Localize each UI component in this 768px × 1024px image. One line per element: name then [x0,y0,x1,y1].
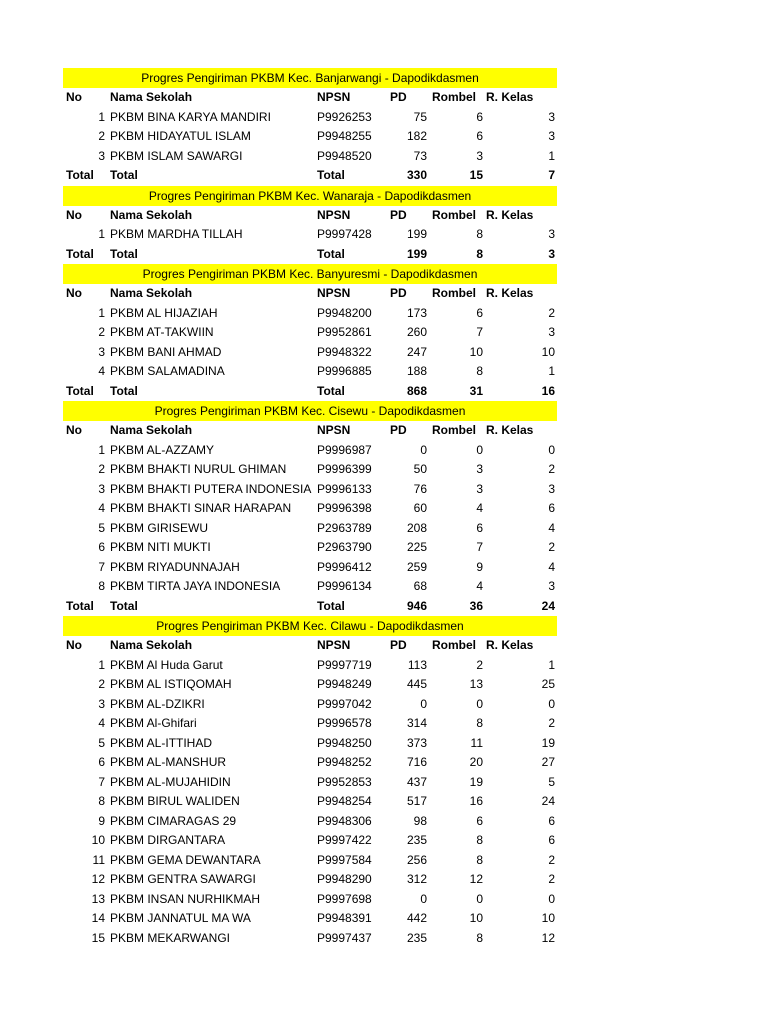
cell-no: 2 [98,325,105,339]
table-row [63,870,557,890]
cell-school-name: PKBM AL-ITTIHAD [110,735,213,750]
district-section [63,616,557,948]
cell-no: 3 [98,481,105,496]
cell-school-name: Total [110,168,138,182]
table-row [63,890,557,910]
cell-npsn: P9996412 [317,559,372,574]
table-row [63,480,557,500]
cell-school-name: Nama Sekolah [110,207,193,222]
cell-r-kelas: 6 [548,813,555,828]
table-row [63,441,557,461]
total-row [63,597,557,617]
cell-r-kelas: R. Kelas [486,207,534,222]
cell-no: 3 [98,148,105,163]
cell-r-kelas: 24 [541,598,555,613]
cell-r-kelas: 4 [548,520,555,535]
cell-school-name: PKBM NITI MUKTI [110,540,211,554]
cell-npsn: Total [317,168,345,182]
table-row [63,304,557,324]
cell-rombel: Rombel [432,638,477,652]
cell-pd: 314 [406,716,427,730]
table-row [63,929,557,949]
header-row [63,421,557,441]
cell-r-kelas: 19 [541,735,555,750]
cell-npsn: P9996885 [317,364,372,378]
cell-rombel: 8 [476,833,483,847]
cell-school-name: PKBM AL-DZIKRI [110,696,205,711]
cell-r-kelas: 2 [548,462,555,476]
cell-npsn: P9926253 [317,109,372,124]
cell-no: 5 [98,735,105,750]
cell-npsn: P9952853 [317,774,372,789]
cell-npsn: NPSN [317,286,351,300]
cell-r-kelas: 5 [548,774,555,789]
cell-no: 5 [98,520,105,535]
cell-r-kelas: 27 [541,755,555,769]
cell-no: No [66,207,82,222]
cell-pd: 199 [406,246,427,261]
table-row [63,538,557,558]
cell-npsn: P2963790 [317,540,372,554]
cell-rombel: 6 [476,813,483,828]
cell-npsn: P9996987 [317,442,372,457]
cell-no: 4 [98,364,105,378]
cell-pd: 868 [406,383,427,398]
cell-rombel: 16 [469,794,483,808]
cell-no: 1 [98,442,105,457]
cell-no: No [66,90,82,104]
cell-no: 1 [98,657,105,672]
cell-r-kelas: 2 [548,872,555,886]
table-row [63,656,557,676]
table-row [63,499,557,519]
cell-school-name: PKBM Al Huda Garut [110,657,223,672]
cell-npsn: P9996578 [317,716,372,730]
cell-pd: 182 [406,129,427,143]
cell-npsn: P9997719 [317,657,372,672]
cell-rombel: 20 [469,755,483,769]
cell-r-kelas: 16 [541,383,555,398]
cell-npsn: P9948520 [317,148,372,163]
cell-r-kelas: 25 [541,677,555,691]
table-row [63,577,557,597]
cell-school-name: PKBM ISLAM SAWARGI [110,148,243,163]
cell-school-name: PKBM AL-AZZAMY [110,442,215,457]
cell-npsn: P9952861 [317,325,372,339]
cell-rombel: 7 [476,325,483,339]
table-row [63,753,557,773]
table-row [63,519,557,539]
cell-pd: 68 [413,579,427,593]
cell-r-kelas: 3 [548,227,555,241]
cell-school-name: Nama Sekolah [110,638,193,652]
cell-no: 7 [98,559,105,574]
cell-rombel: 6 [476,520,483,535]
cell-pd: 517 [406,794,427,808]
cell-r-kelas: 2 [548,540,555,554]
cell-school-name: PKBM AL-MUJAHIDIN [110,774,231,789]
section-title: Progres Pengiriman PKBM Kec. Banjarwangi - Dapodikdasmen [63,68,557,88]
cell-r-kelas: 3 [548,325,555,339]
cell-no: No [66,286,82,300]
table-row [63,812,557,832]
table-row [63,695,557,715]
cell-no: 12 [91,872,105,886]
cell-pd: 437 [406,774,427,789]
district-section [63,186,557,265]
cell-npsn: NPSN [317,207,351,222]
cell-npsn: P9948391 [317,911,372,925]
table-row [63,792,557,812]
district-section [63,401,557,616]
cell-rombel: 13 [469,677,483,691]
cell-rombel: 9 [476,559,483,574]
total-row [63,245,557,265]
table-row [63,460,557,480]
cell-npsn: P9948255 [317,129,372,143]
cell-pd: PD [390,286,407,300]
cell-school-name: PKBM MEKARWANGI [110,930,231,945]
table-row [63,323,557,343]
cell-school-name: PKBM JANNATUL MA WA [110,911,251,925]
table-row [63,108,557,128]
cell-school-name: Total [110,598,138,613]
cell-rombel: 8 [476,716,483,730]
cell-npsn: P9997422 [317,833,372,847]
cell-pd: 0 [420,442,427,457]
cell-school-name: PKBM AL ISTIQOMAH [110,677,232,691]
cell-pd: 113 [407,657,427,672]
cell-rombel: 10 [469,344,483,359]
cell-school-name: PKBM DIRGANTARA [110,833,226,847]
cell-school-name: PKBM INSAN NURHIKMAH [110,891,261,906]
cell-npsn: P9997584 [317,852,372,867]
cell-no: No [66,423,82,437]
cell-r-kelas: 3 [548,246,555,261]
cell-rombel: 15 [469,168,483,182]
cell-pd: 208 [406,520,427,535]
cell-school-name: PKBM GIRISEWU [110,520,209,535]
cell-pd: 373 [406,735,427,750]
cell-school-name: PKBM BHAKTI SINAR HARAPAN [110,501,292,515]
cell-no: 8 [98,579,105,593]
cell-pd: 716 [406,755,427,769]
cell-rombel: 0 [476,442,483,457]
cell-r-kelas: R. Kelas [486,423,534,437]
cell-npsn: P9996133 [317,481,372,496]
cell-rombel: 31 [469,383,483,398]
cell-r-kelas: 3 [548,579,555,593]
cell-r-kelas: 7 [548,168,555,182]
cell-r-kelas: 1 [548,364,555,378]
cell-no: 9 [98,813,105,828]
cell-no: Total [66,598,94,613]
cell-school-name: PKBM GENTRA SAWARGI [110,872,256,886]
cell-pd: PD [390,423,407,437]
cell-rombel: 3 [476,481,483,496]
cell-rombel: 2 [476,657,483,672]
section-title: Progres Pengiriman PKBM Kec. Cisewu - Dapodikdasmen [63,401,557,421]
cell-r-kelas: 6 [548,501,555,515]
cell-no: 6 [98,540,105,554]
header-row [63,206,557,226]
spreadsheet [63,68,557,948]
cell-npsn: P9948200 [317,305,372,320]
cell-npsn: P9948254 [317,794,372,808]
cell-no: No [66,638,82,652]
cell-pd: PD [390,90,407,104]
cell-r-kelas: 3 [548,481,555,496]
cell-pd: 256 [406,852,427,867]
cell-npsn: Total [317,246,345,261]
cell-rombel: 4 [476,579,483,593]
cell-npsn: P9997437 [317,930,372,945]
cell-pd: 199 [406,227,427,241]
cell-npsn: P9948290 [317,872,372,886]
cell-no: 14 [91,911,105,925]
table-row [63,362,557,382]
cell-npsn: P9996398 [317,501,372,515]
table-row [63,675,557,695]
cell-r-kelas: 2 [548,716,555,730]
cell-npsn: P9996134 [317,579,372,593]
table-row [63,851,557,871]
cell-no: Total [66,383,94,398]
cell-no: 1 [98,227,105,241]
cell-school-name: Nama Sekolah [110,90,193,104]
cell-npsn: Total [317,383,345,398]
cell-rombel: 3 [476,462,483,476]
cell-npsn: P9948249 [317,677,372,691]
cell-rombel: Rombel [432,207,477,222]
cell-school-name: PKBM GEMA DEWANTARA [110,852,261,867]
cell-no: 11 [92,852,105,867]
cell-school-name: Nama Sekolah [110,286,193,300]
cell-rombel: 0 [476,891,483,906]
cell-rombel: 8 [476,246,483,261]
cell-no: Total [66,246,94,261]
cell-rombel: 8 [476,227,483,241]
cell-no: 2 [98,129,105,143]
table-row [63,343,557,363]
cell-npsn: Total [317,598,345,613]
table-row [63,831,557,851]
cell-rombel: 10 [469,911,483,925]
section-title: Progres Pengiriman PKBM Kec. Banyuresmi - Dapodikdasmen [63,264,557,284]
cell-rombel: Rombel [432,286,477,300]
table-row [63,147,557,167]
cell-pd: 312 [406,872,427,886]
cell-school-name: PKBM BIRUL WALIDEN [110,794,240,808]
cell-school-name: PKBM AL HIJAZIAH [110,305,218,320]
cell-npsn: P9948252 [317,755,372,769]
cell-school-name: PKBM AL-MANSHUR [110,755,227,769]
cell-rombel: 6 [476,305,483,320]
cell-r-kelas: 0 [548,442,555,457]
cell-no: 4 [98,501,105,515]
cell-no: 1 [98,109,105,124]
cell-school-name: PKBM BINA KARYA MANDIRI [110,109,271,124]
cell-pd: 259 [406,559,427,574]
cell-rombel: 8 [476,364,483,378]
cell-school-name: Nama Sekolah [110,423,193,437]
cell-no: 7 [98,774,105,789]
cell-r-kelas: 2 [548,852,555,867]
cell-npsn: P2963789 [317,520,372,535]
cell-school-name: Total [110,246,138,261]
cell-r-kelas: 0 [548,696,555,711]
cell-pd: PD [390,207,407,222]
header-row [63,88,557,108]
cell-pd: 173 [406,305,427,320]
section-title: Progres Pengiriman PKBM Kec. Cilawu - Dapodikdasmen [63,616,557,636]
cell-school-name: Total [110,383,138,398]
cell-pd: 330 [406,168,427,182]
section-title: Progres Pengiriman PKBM Kec. Wanaraja - Dapodikdasmen [63,186,557,206]
cell-no: 2 [98,462,105,476]
cell-r-kelas: 1 [548,148,555,163]
table-row [63,773,557,793]
table-row [63,558,557,578]
cell-rombel: 3 [476,148,483,163]
cell-school-name: PKBM HIDAYATUL ISLAM [110,129,251,143]
header-row [63,636,557,656]
cell-npsn: P9997428 [317,227,372,241]
table-row [63,225,557,245]
district-section [63,68,557,186]
cell-pd: 235 [406,930,427,945]
cell-school-name: PKBM Al-Ghifari [110,716,197,730]
cell-school-name: PKBM SALAMADINA [110,364,225,378]
cell-school-name: PKBM BHAKTI PUTERA INDONESIA [110,481,312,496]
cell-school-name: PKBM TIRTA JAYA INDONESIA [110,579,281,593]
cell-no: 3 [98,696,105,711]
cell-rombel: 36 [469,598,483,613]
cell-pd: 445 [406,677,427,691]
cell-pd: 188 [406,364,427,378]
cell-pd: 235 [406,833,427,847]
cell-pd: 260 [406,325,427,339]
cell-rombel: Rombel [432,90,477,104]
table-row [63,909,557,929]
cell-npsn: P9997698 [317,891,372,906]
cell-no: 6 [98,755,105,769]
cell-r-kelas: R. Kelas [486,638,534,652]
cell-rombel: 11 [470,735,483,750]
cell-r-kelas: 4 [548,559,555,574]
cell-no: Total [66,168,94,182]
cell-npsn: NPSN [317,423,351,437]
cell-pd: 76 [413,481,427,496]
cell-rombel: 12 [469,872,483,886]
cell-npsn: P9948322 [317,344,372,359]
cell-rombel: 6 [476,109,483,124]
cell-rombel: 8 [476,852,483,867]
cell-pd: 0 [420,891,427,906]
cell-school-name: PKBM BHAKTI NURUL GHIMAN [110,462,287,476]
cell-pd: 946 [406,598,427,613]
cell-r-kelas: 6 [548,833,555,847]
cell-no: 13 [91,891,105,906]
cell-pd: 60 [413,501,427,515]
cell-r-kelas: R. Kelas [486,90,534,104]
cell-no: 15 [91,930,105,945]
cell-no: 10 [91,833,105,847]
cell-no: 3 [98,344,105,359]
cell-r-kelas: 10 [541,911,555,925]
cell-pd: 75 [413,109,427,124]
cell-no: 8 [98,794,105,808]
cell-rombel: 4 [476,501,483,515]
cell-school-name: PKBM AT-TAKWIIN [110,325,214,339]
cell-school-name: PKBM RIYADUNNAJAH [110,559,240,574]
cell-npsn: NPSN [317,90,351,104]
cell-rombel: 0 [476,696,483,711]
cell-no: 1 [98,305,105,320]
cell-school-name: PKBM BANI AHMAD [110,344,222,359]
cell-pd: 98 [413,813,427,828]
cell-pd: 442 [406,911,427,925]
cell-r-kelas: 12 [541,930,555,945]
cell-school-name: PKBM MARDHA TILLAH [110,227,243,241]
table-row [63,714,557,734]
cell-pd: PD [390,638,407,652]
cell-pd: 247 [406,344,427,359]
cell-no: 4 [98,716,105,730]
cell-r-kelas: 0 [548,891,555,906]
total-row [63,166,557,186]
cell-npsn: P9948250 [317,735,372,750]
cell-rombel: Rombel [432,423,477,437]
cell-rombel: 6 [476,129,483,143]
district-section [63,264,557,401]
cell-r-kelas: 3 [548,129,555,143]
table-row [63,127,557,147]
cell-r-kelas: 2 [548,305,555,320]
cell-r-kelas: 3 [548,109,555,124]
cell-rombel: 7 [476,540,483,554]
cell-npsn: P9948306 [317,813,372,828]
cell-school-name: PKBM CIMARAGAS 29 [110,813,237,828]
total-row [63,382,557,402]
cell-no: 2 [98,677,105,691]
header-row [63,284,557,304]
cell-r-kelas: 1 [548,657,555,672]
cell-npsn: P9996399 [317,462,372,476]
cell-r-kelas: R. Kelas [486,286,534,300]
cell-pd: 50 [413,462,427,476]
cell-npsn: NPSN [317,638,351,652]
cell-pd: 73 [413,148,427,163]
cell-r-kelas: 10 [541,344,555,359]
cell-npsn: P9997042 [317,696,372,711]
cell-pd: 0 [420,696,427,711]
cell-r-kelas: 24 [541,794,555,808]
cell-rombel: 19 [469,774,483,789]
cell-pd: 225 [406,540,427,554]
cell-rombel: 8 [476,930,483,945]
table-row [63,734,557,754]
